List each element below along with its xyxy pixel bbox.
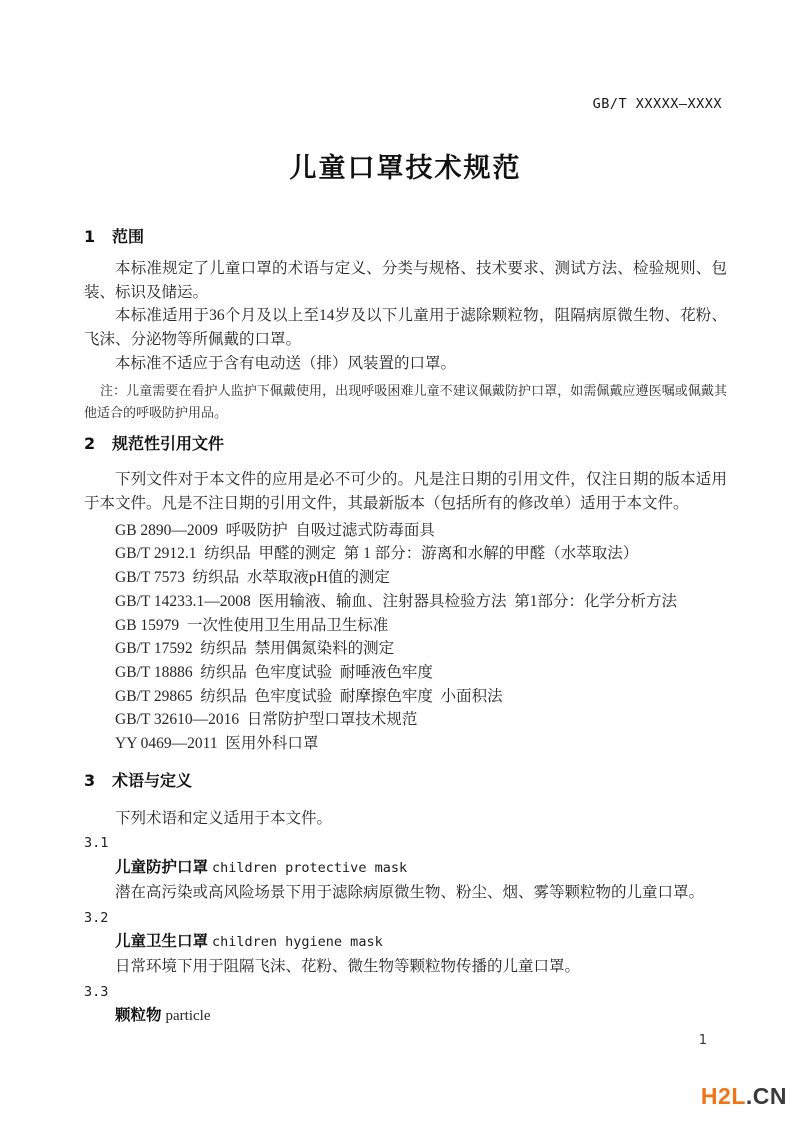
section-heading-label: 规范性引用文件 xyxy=(112,436,225,454)
reference-item: GB/T 18886 纺织品 色牢度试验 耐唾液色牢度 xyxy=(115,663,433,681)
reference-item: GB/T 32610—2016 日常防护型口罩技术规范 xyxy=(115,711,418,729)
section-heading xyxy=(84,432,727,457)
reference-item: GB/T 17592 纺织品 禁用偶氮染料的测定 xyxy=(115,640,395,658)
section-heading-label: 范围 xyxy=(112,229,145,246)
term-number: 3.2 xyxy=(84,909,109,926)
term-entry xyxy=(84,907,727,979)
term-name-en: children protective mask xyxy=(212,860,408,877)
page-number: 1 xyxy=(698,1033,707,1048)
paragraph: 下列术语和定义适用于本文件。 xyxy=(115,809,333,827)
paragraph: 本标准不适应于含有电动送（排）风装置的口罩。 xyxy=(115,354,457,372)
term-name-en: particle xyxy=(165,1008,211,1025)
reference-item: YY 0469—2011 医用外科口罩 xyxy=(115,735,319,753)
paragraph: 本标准规定了儿童口罩的术语与定义、分类与规格、技术要求、测试方法、检验规则、包装、标识及储运。 xyxy=(84,260,727,301)
section-heading-label: 术语与定义 xyxy=(112,772,193,790)
section-number: 3 xyxy=(84,770,96,790)
term-name-zh: 颗粒物 xyxy=(115,1007,162,1025)
standard-code: GB/T XXXXX—XXXX xyxy=(592,96,722,112)
section-number: 1 xyxy=(84,227,96,246)
term-name xyxy=(84,930,727,955)
term-entry xyxy=(84,832,727,904)
section-heading xyxy=(84,769,727,794)
term-number: 3.3 xyxy=(84,983,109,1000)
term-name-zh: 儿童卫生口罩 xyxy=(115,933,209,951)
term-list xyxy=(84,832,727,1029)
reference-item: GB 15979 一次性使用卫生用品卫生标准 xyxy=(115,616,389,634)
scope-note: 注：儿童需要在看护人监护下佩戴使用，出现呼吸困难儿童不建议佩戴防护口罩，如需佩戴应遵医嘱或佩戴其他适合的呼吸防护用品。 xyxy=(84,382,727,420)
term-name xyxy=(84,856,727,881)
term-number: 3.1 xyxy=(84,835,109,852)
reference-item: GB/T 14233.1—2008 医用输液、输血、注射器具检验方法 第1部分：化学分析方法 xyxy=(115,592,678,610)
term-definition: 潜在高污染或高风险场景下用于滤除病原微生物、粉尘、烟、雾等颗粒物的儿童口罩。 xyxy=(115,883,705,901)
watermark-logo-primary: H2L xyxy=(700,1083,746,1109)
paragraph: 下列文件对于本文件的应用是必不可少的。凡是注日期的引用文件，仅注日期的版本适用于本文件。凡是不注日期的引用文件，其最新版本（包括所有的修改单）适用于本文件。 xyxy=(84,471,727,513)
section-terms-definitions xyxy=(84,769,727,1029)
term-entry xyxy=(84,981,727,1029)
watermark-logo-secondary: .CN xyxy=(745,1083,787,1109)
watermark-logo xyxy=(701,1083,787,1110)
reference-list xyxy=(84,519,727,756)
term-name-en: children hygiene mask xyxy=(212,934,383,951)
term-name xyxy=(84,1004,727,1029)
section-normative-references xyxy=(84,432,727,755)
section-scope xyxy=(84,225,727,424)
paragraph: 本标准适用于36个月及以上至14岁及以下儿童用于滤除颗粒物，阻隔病原微生物、花粉、飞沫、分泌物等所佩戴的口罩。 xyxy=(84,307,727,349)
section-heading xyxy=(84,225,727,250)
page-title: 儿童口罩技术规范 xyxy=(289,153,522,183)
term-name-zh: 儿童防护口罩 xyxy=(115,859,209,877)
document-content xyxy=(84,0,727,1029)
reference-item: GB 2890—2009 呼吸防护 自吸过滤式防毒面具 xyxy=(115,521,435,539)
term-definition: 日常环境下用于阻隔飞沫、花粉、微生物等颗粒物传播的儿童口罩。 xyxy=(115,957,581,975)
reference-item: GB/T 29865 纺织品 色牢度试验 耐摩擦色牢度 小面积法 xyxy=(115,687,503,705)
reference-item: GB/T 2912.1 纺织品 甲醛的测定 第 1 部分：游离和水解的甲醛（水萃取法） xyxy=(115,545,639,563)
reference-item: GB/T 7573 纺织品 水萃取液pH值的测定 xyxy=(115,569,390,587)
section-number: 2 xyxy=(84,434,96,454)
